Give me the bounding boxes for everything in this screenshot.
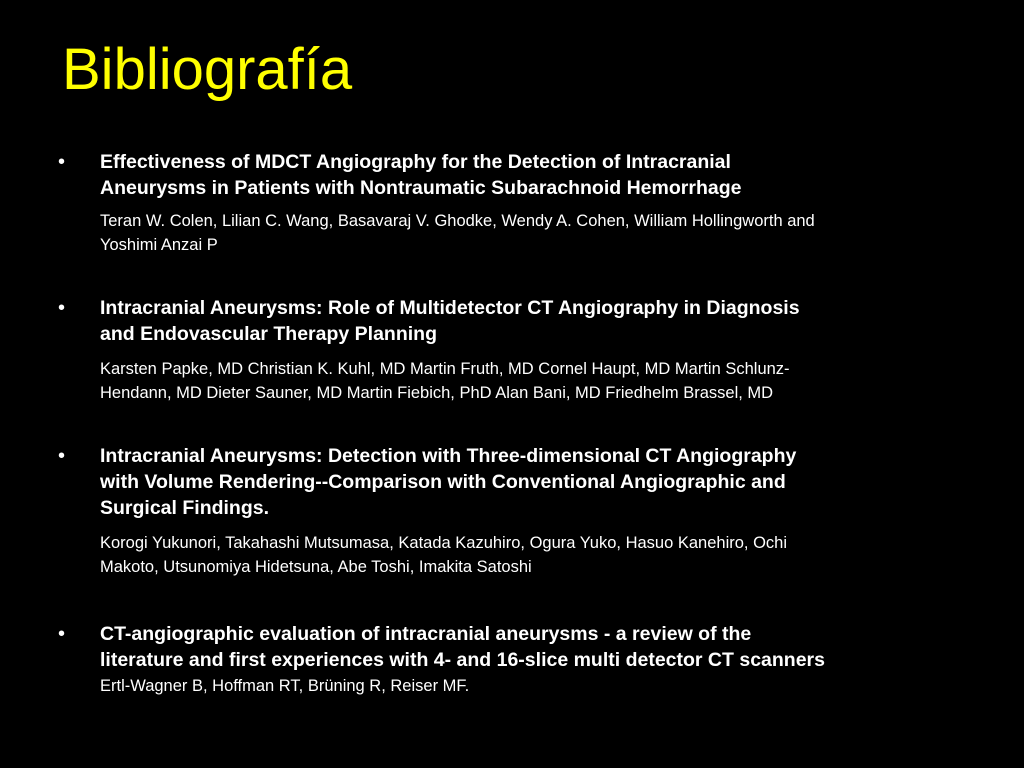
- slide-title: Bibliografía: [62, 37, 353, 102]
- reference-title-line: with Volume Rendering--Comparison with Conventional Angiographic and: [100, 471, 786, 493]
- reference-title: [100, 621, 970, 673]
- reference-authors: [100, 531, 970, 579]
- reference-authors-line: Yoshimi Anzai P: [100, 236, 218, 254]
- reference-authors-line: Hendann, MD Dieter Sauner, MD Martin Fiebich, PhD Alan Bani, MD Friedhelm Brassel, MD: [100, 384, 774, 402]
- reference-title-line: Effectiveness of MDCT Angiography for the Detection of Intracranial: [100, 151, 731, 173]
- reference-authors: [100, 357, 970, 405]
- reference-authors-line: Karsten Papke, MD Christian K. Kuhl, MD Martin Fruth, MD Cornel Haupt, MD Martin Schlunz-: [100, 360, 790, 378]
- reference-title-line: and Endovascular Therapy Planning: [100, 323, 437, 345]
- reference-authors-line: Makoto, Utsunomiya Hidetsuna, Abe Toshi, Imakita Satoshi: [100, 558, 532, 576]
- reference-title: [100, 149, 970, 201]
- reference-item: [58, 295, 970, 405]
- bullet-icon: •: [58, 297, 66, 319]
- bullet-icon: •: [58, 623, 66, 645]
- reference-authors: [100, 209, 970, 257]
- reference-authors-line: Teran W. Colen, Lilian C. Wang, Basavaraj V. Ghodke, Wendy A. Cohen, William Hollingworth and: [100, 212, 815, 230]
- reference-item: [58, 621, 970, 698]
- reference-title-line: Intracranial Aneurysms: Role of Multidetector CT Angiography in Diagnosis: [100, 297, 800, 319]
- reference-title: [100, 295, 970, 347]
- reference-title-line: Intracranial Aneurysms: Detection with Three-dimensional CT Angiography: [100, 445, 797, 467]
- bullet-icon: •: [58, 151, 66, 173]
- reference-authors-line: Korogi Yukunori, Takahashi Mutsumasa, Katada Kazuhiro, Ogura Yuko, Hasuo Kanehiro, Ochi: [100, 534, 787, 552]
- bullet-icon: •: [58, 445, 66, 467]
- reference-authors: [100, 674, 970, 698]
- reference-title-line: Aneurysms in Patients with Nontraumatic Subarachnoid Hemorrhage: [100, 177, 742, 199]
- reference-item: [58, 443, 970, 579]
- reference-title-line: literature and first experiences with 4- and 16-slice multi detector CT scanners: [100, 649, 825, 671]
- reference-authors-line: Ertl-Wagner B, Hoffman RT, Brüning R, Reiser MF.: [100, 677, 470, 695]
- reference-title-line: Surgical Findings.: [100, 497, 270, 519]
- reference-title: [100, 443, 970, 521]
- reference-item: [58, 149, 970, 257]
- reference-title-line: CT-angiographic evaluation of intracranial aneurysms - a review of the: [100, 623, 752, 645]
